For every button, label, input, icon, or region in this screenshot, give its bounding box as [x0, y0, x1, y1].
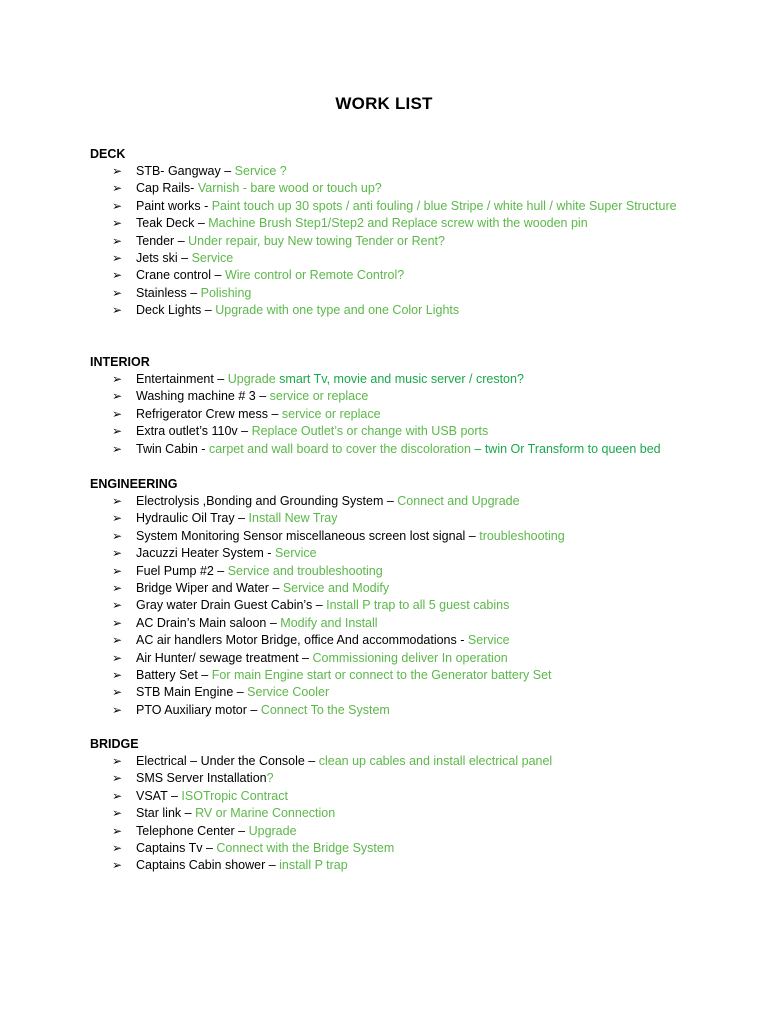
list-item — [112, 615, 708, 632]
arrow-bullet-icon: ➢ — [112, 233, 123, 248]
item-label: Cap Rails- — [136, 181, 198, 196]
arrow-bullet-icon: ➢ — [112, 424, 123, 439]
arrow-bullet-icon: ➢ — [112, 615, 123, 630]
list-item — [112, 163, 708, 180]
list-item — [112, 423, 708, 440]
item-label: Entertainment – — [136, 372, 228, 386]
item-note: Wire control or Remote Control? — [224, 268, 405, 283]
page-title: WORK LIST — [335, 94, 433, 113]
arrow-bullet-icon: ➢ — [112, 546, 123, 561]
item-note: Polishing — [200, 285, 252, 300]
item-note: Service ? — [234, 164, 287, 178]
item-note: ISOTropic Contract — [181, 788, 288, 803]
item-note: Machine Brush Step1/Step2 and Replace screw with the wooden pin — [208, 216, 588, 231]
item-label: Paint works - — [136, 198, 212, 213]
arrow-bullet-icon: ➢ — [112, 598, 123, 613]
item-note: install P trap — [279, 858, 348, 873]
item-note: Service Cooler — [247, 685, 330, 700]
list-item — [112, 545, 708, 562]
arrow-bullet-icon: ➢ — [112, 788, 123, 803]
item-note: Upgrade with one type and one Color Lights — [215, 303, 460, 318]
arrow-bullet-icon: ➢ — [112, 823, 123, 838]
list-item — [112, 597, 708, 614]
arrow-bullet-icon: ➢ — [112, 494, 123, 508]
item-note: Varnish - bare wood or touch up? — [197, 181, 382, 196]
arrow-bullet-icon: ➢ — [112, 633, 123, 648]
item-label: Electrolysis ,Bonding and Grounding System – — [136, 494, 398, 508]
item-label: Stainless – — [136, 285, 201, 300]
item-label: AC air handlers Motor Bridge, office And accommodations - — [136, 633, 468, 648]
arrow-bullet-icon: ➢ — [112, 685, 123, 700]
list-item — [112, 493, 708, 510]
item-note: Modify and Install — [280, 615, 378, 630]
section-heading-interior: INTERIOR — [90, 355, 150, 369]
item-label: PTO Auxiliary motor – — [136, 702, 261, 717]
list-item — [112, 770, 708, 787]
arrow-bullet-icon: ➢ — [112, 528, 123, 543]
item-label: Telephone Center – — [136, 823, 249, 838]
item-label: Tender – — [136, 233, 189, 248]
item-note: RV or Marine Connection — [195, 806, 336, 821]
arrow-bullet-icon: ➢ — [112, 268, 123, 283]
item-label: Hydraulic Oil Tray – — [136, 511, 249, 526]
arrow-bullet-icon: ➢ — [112, 702, 123, 717]
item-note: Service and troubleshooting — [227, 563, 383, 578]
list-item — [112, 233, 708, 250]
item-label: Captains Tv – — [136, 841, 217, 856]
item-label: Washing machine # 3 – — [136, 389, 270, 404]
list-item — [112, 580, 708, 597]
section-list-interior — [112, 371, 708, 458]
item-label: Captains Cabin shower – — [136, 858, 280, 873]
arrow-bullet-icon: ➢ — [112, 563, 123, 578]
list-item — [112, 250, 708, 267]
list-item — [112, 823, 708, 840]
item-label: VSAT – — [136, 788, 182, 803]
arrow-bullet-icon: ➢ — [112, 841, 123, 856]
item-label: STB Main Engine – — [136, 685, 248, 700]
list-item — [112, 684, 708, 701]
item-note: troubleshooting — [479, 528, 565, 543]
list-item — [112, 840, 708, 857]
section-list-bridge — [112, 753, 708, 875]
item-note: Commissioning deliver In operation — [312, 650, 508, 665]
list-item — [112, 285, 708, 302]
arrow-bullet-icon: ➢ — [112, 181, 123, 196]
arrow-bullet-icon: ➢ — [112, 581, 123, 596]
list-item — [112, 198, 708, 215]
item-label: Jets ski – — [136, 251, 192, 266]
list-item — [112, 563, 708, 580]
item-label: Extra outlet’s 110v – — [136, 424, 252, 439]
list-item — [112, 805, 708, 822]
item-label: SMS Server Installation — [136, 771, 267, 786]
item-label: Electrical – Under the Console – — [136, 754, 319, 768]
item-label: Bridge Wiper and Water – — [136, 581, 283, 596]
item-note: ? — [266, 771, 274, 786]
list-item — [112, 650, 708, 667]
section-heading-deck: DECK — [90, 147, 126, 161]
arrow-bullet-icon: ➢ — [112, 511, 123, 526]
list-item — [112, 510, 708, 527]
list-item — [112, 857, 708, 874]
item-note: Service and Modify — [282, 581, 390, 596]
list-item — [112, 371, 708, 388]
arrow-bullet-icon: ➢ — [112, 198, 123, 213]
item-label: Jacuzzi Heater System - — [136, 546, 275, 561]
item-label: STB- Gangway – — [136, 164, 235, 178]
list-item — [112, 441, 708, 458]
item-note: Paint touch up 30 spots / anti fouling / blue Stripe / white hull / white Super Structure — [211, 198, 677, 213]
item-label: Twin Cabin - — [136, 441, 209, 456]
item-label: Teak Deck – — [136, 216, 209, 231]
item-note: Connect with the Bridge System — [216, 841, 395, 856]
item-note: service or replace — [269, 389, 369, 404]
item-note: Upgrade — [227, 372, 280, 386]
arrow-bullet-icon: ➢ — [112, 650, 123, 665]
arrow-bullet-icon: ➢ — [112, 668, 123, 683]
item-note-extra: smart Tv, movie and music server / creston? — [279, 372, 524, 386]
item-note: For main Engine start or connect to the Generator battery Set — [211, 668, 552, 683]
item-note: Install New Tray — [248, 511, 338, 526]
item-note: clean up cables and install electrical panel — [318, 754, 553, 768]
item-label: AC Drain’s Main saloon – — [136, 615, 281, 630]
arrow-bullet-icon: ➢ — [112, 406, 123, 421]
list-item — [112, 215, 708, 232]
item-label: Gray water Drain Guest Cabin’s – — [136, 598, 327, 613]
item-label: Air Hunter/ sewage treatment – — [136, 650, 313, 665]
arrow-bullet-icon: ➢ — [112, 372, 123, 386]
list-item — [112, 406, 708, 423]
item-note: carpet and wall board to cover the discoloration — [208, 441, 471, 456]
arrow-bullet-icon: ➢ — [112, 806, 123, 821]
arrow-bullet-icon: ➢ — [112, 754, 123, 768]
item-note: Connect and Upgrade — [397, 494, 520, 508]
arrow-bullet-icon: ➢ — [112, 303, 123, 318]
arrow-bullet-icon: ➢ — [112, 441, 123, 456]
arrow-bullet-icon: ➢ — [112, 858, 123, 873]
arrow-bullet-icon: ➢ — [112, 771, 123, 786]
list-item — [112, 528, 708, 545]
item-note: Under repair, buy New towing Tender or Rent? — [188, 233, 445, 248]
list-item — [112, 388, 708, 405]
arrow-bullet-icon: ➢ — [112, 216, 123, 231]
item-label: System Monitoring Sensor miscellaneous screen lost signal – — [136, 528, 480, 543]
section-list-engineering — [112, 493, 708, 719]
arrow-bullet-icon: ➢ — [112, 164, 123, 178]
item-note: Install P trap to all 5 guest cabins — [326, 598, 510, 613]
item-note: Service — [467, 633, 510, 648]
section-heading-bridge: BRIDGE — [90, 737, 139, 751]
list-item — [112, 302, 708, 319]
list-item — [112, 753, 708, 770]
item-note: Connect To the System — [260, 702, 390, 717]
section-list-deck — [112, 163, 708, 320]
item-note-extra: – twin Or Transform to queen bed — [470, 441, 661, 456]
item-label: Refrigerator Crew mess – — [136, 406, 282, 421]
arrow-bullet-icon: ➢ — [112, 251, 123, 266]
arrow-bullet-icon: ➢ — [112, 285, 123, 300]
item-label: Deck Lights – — [136, 303, 216, 318]
item-note: Service — [274, 546, 317, 561]
item-note: Upgrade — [248, 823, 297, 838]
list-item — [112, 702, 708, 719]
list-item — [112, 788, 708, 805]
item-label: Battery Set – — [136, 668, 212, 683]
section-heading-engineering: ENGINEERING — [90, 477, 178, 491]
item-label: Fuel Pump #2 – — [136, 563, 228, 578]
item-note: Replace Outlet’s or change with USB ports — [251, 424, 489, 439]
item-label: Crane control – — [136, 268, 225, 283]
list-item — [112, 267, 708, 284]
list-item — [112, 667, 708, 684]
item-note: Service — [191, 251, 234, 266]
item-note: service or replace — [281, 406, 381, 421]
item-label: Star link – — [136, 806, 196, 821]
arrow-bullet-icon: ➢ — [112, 389, 123, 404]
list-item — [112, 632, 708, 649]
list-item — [112, 180, 708, 197]
